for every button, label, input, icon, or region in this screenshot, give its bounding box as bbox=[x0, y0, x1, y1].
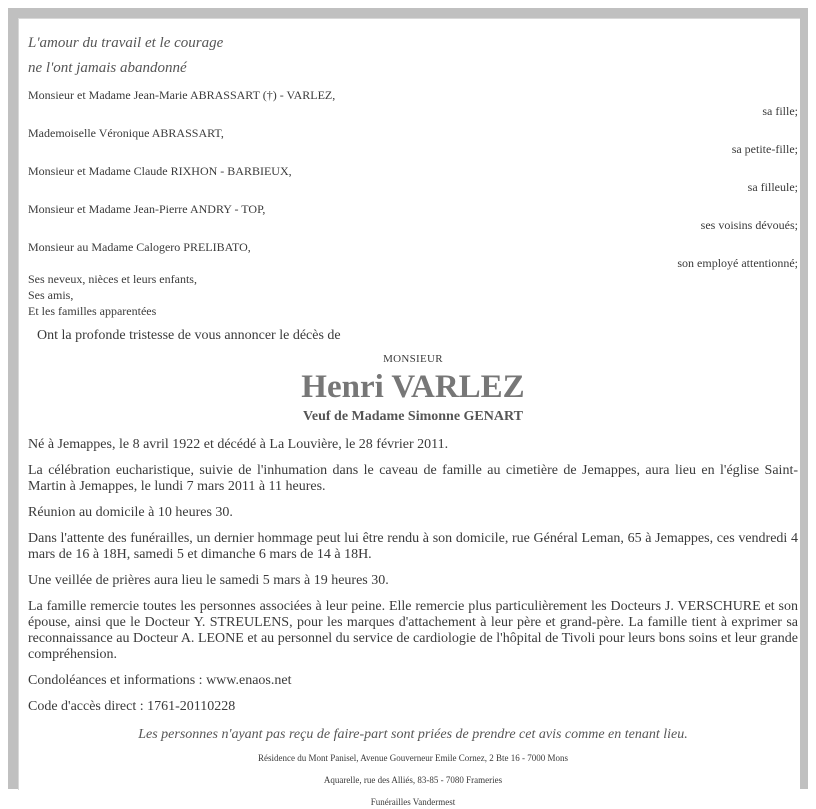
access-code-paragraph: Code d'accès direct : 1761-20110228 bbox=[28, 699, 236, 714]
footer-address: Résidence du Mont Panisel, Avenue Gouverneur Emile Cornez, 2 Bte 16 - 7000 Mons bbox=[257, 753, 569, 763]
announcement: Ont la profonde tristesse de vous annoncer le décès de bbox=[37, 328, 341, 343]
family-entry bbox=[28, 201, 798, 233]
family-entry bbox=[28, 87, 798, 119]
ceremony-paragraph: La célébration eucharistique, suivie de l'inhumation dans le caveau de famille au cimetière de Jemappes, aura lieu en l'église Saint-Martin à Jemappes, le lundi 7 mars 2011 à 11 heures. bbox=[28, 463, 798, 494]
epigraph-line: ne l'ont jamais abandonné bbox=[28, 60, 187, 76]
family-name: Monsieur au Madame Calogero PRELIBATO, bbox=[28, 240, 251, 254]
family-entry bbox=[28, 163, 798, 195]
deceased-name: Henri VARLEZ bbox=[301, 369, 525, 405]
outer-frame bbox=[8, 8, 808, 807]
footer-address: Aquarelle, rue des Alliés, 83-85 - 7080 Frameries bbox=[323, 775, 503, 785]
family-relation: sa petite-fille; bbox=[731, 142, 798, 156]
obituary-content bbox=[28, 31, 798, 809]
family-relation: ses voisins dévoués; bbox=[700, 218, 798, 232]
notice-note: Les personnes n'ayant pas reçu de faire-part sont priées de prendre cet avis comme en tenant lieu. bbox=[138, 727, 688, 742]
family-entry bbox=[28, 125, 798, 157]
other-mourners-line: Et les familles apparentées bbox=[28, 304, 157, 318]
family-list bbox=[28, 87, 798, 271]
family-relation: son employé attentionné; bbox=[677, 256, 798, 270]
funeral-home: Funérailles Vandermest bbox=[370, 797, 456, 807]
epigraph bbox=[28, 31, 798, 81]
obituary-card bbox=[18, 18, 800, 807]
reception-paragraph: Réunion au domicile à 10 heures 30. bbox=[28, 505, 233, 520]
other-mourners bbox=[28, 271, 798, 319]
family-name: Mademoiselle Véronique ABRASSART, bbox=[28, 126, 224, 140]
family-entry bbox=[28, 239, 798, 271]
family-relation: sa filleule; bbox=[747, 180, 798, 194]
widow-line: Veuf de Madame Simonne GENART bbox=[303, 409, 523, 424]
other-mourners-line: Ses amis, bbox=[28, 288, 74, 302]
visitation-paragraph: Dans l'attente des funérailles, un dernier hommage peut lui être rendu à son domicile, rue Général Leman, 65 à Jemappes, ces vendredi 4 mars de 16 à 18H, samedi 5 et dimanche 6 mars de 14 à 18H. bbox=[28, 531, 798, 562]
epigraph-line: L'amour du travail et le courage bbox=[28, 35, 224, 51]
family-name: Monsieur et Madame Claude RIXHON - BARBIEUX, bbox=[28, 164, 292, 178]
birth-death-paragraph: Né à Jemappes, le 8 avril 1922 et décédé à La Louvière, le 28 février 2011. bbox=[28, 437, 449, 452]
family-name: Monsieur et Madame Jean-Marie ABRASSART (†) - VARLEZ, bbox=[28, 88, 336, 102]
thanks-paragraph: La famille remercie toutes les personnes associées à leur peine. Elle remercie plus particulièrement les Docteurs J. VERSCHURE et son épouse, ainsi que le Docteur Y. STREULENS, pour les marques d'attachement à leur père et grand-père. La famille tient à exprimer sa reconnaissance au Docteur A. LEONE et au personnel du service de cardiologie de l'hôpital de Tivoli pour leurs bons soins et leur grande compréhension. bbox=[28, 599, 798, 662]
condolences-paragraph: Condoléances et informations : www.enaos.net bbox=[28, 673, 292, 688]
honorific: MONSIEUR bbox=[383, 353, 443, 365]
family-relation: sa fille; bbox=[762, 104, 798, 118]
family-name: Monsieur et Madame Jean-Pierre ANDRY - TOP, bbox=[28, 202, 266, 216]
vigil-paragraph: Une veillée de prières aura lieu le samedi 5 mars à 19 heures 30. bbox=[28, 573, 389, 588]
other-mourners-line: Ses neveux, nièces et leurs enfants, bbox=[28, 272, 197, 286]
